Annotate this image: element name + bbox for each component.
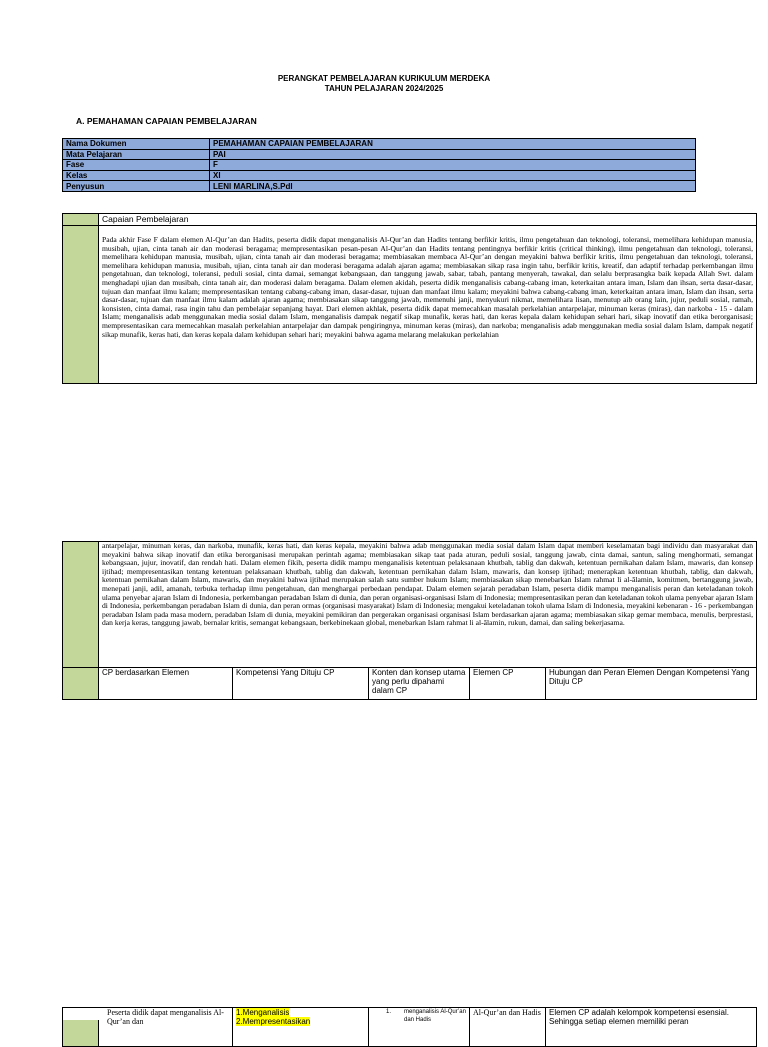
row-divider (63, 225, 98, 226)
cell-cp-elemen: Peserta didik dapat menganalisis Al-Qur’an dan (99, 1008, 233, 1046)
kompetensi-item: 2.Mempresentasikan (236, 1017, 311, 1026)
meta-key: Fase (63, 160, 210, 171)
cell-kompetensi (233, 1008, 369, 1046)
col-header-kompetensi: Kompetensi Yang Dituju CP (233, 668, 369, 699)
meta-value: F (210, 160, 696, 171)
col-header-elemen-cp: Elemen CP (470, 668, 546, 699)
cell-konten (369, 1008, 470, 1046)
cp-paragraph: Pada akhir Fase F dalam elemen Al-Qur’an dan Hadits, peserta didik dapat menganalisis Al-Qur’an dan Hadits tentang berfikir kritis, ilmu pengetahuan dan teknologi, toleransi, memelihara kehidupan manusia, musibah, ujian, cinta tanah air dan moderasi beragama; mempresentasikan pesan-pesan Al-Qur’an dan Hadits tentang pentingnya berfikir kritis (critical thinking), ilmu pengetahuan dan teknologi, toleransi, memelihara kehidupan manusia, musibah, ujian, cinta tanah air dan moderasi beragama; membiasakan membaca Al-Qur’an dengan meyakini bahwa berfikir kritis, ilmu pengetahuan dan teknologi, toleransi, memelihara kehidupan manusia, musibah, ujian, cinta tanah air dan moderasi beragama adalah ajaran agama; membiasakan sikap rasa ingin tahu, berfikir kritis, kreatif, dan adaptif terhadap perkembangan ilmu pengetahuan, dan teknologi, toleransi, peduli sosial, cinta damai, semangat kebangsaan, dan tanggung jawab, sabar, tabah, pantang menyerah, tawakal, dan selalu berprasangka baik kepada Allah Swt. dalam menghadapi ujian dan musibah, cinta tanah air, dan moderasi dalam beragama. Dalam elemen akidah, peserta didik menganalisis cabang-cabang iman, keterkaitan antara iman, Islam dan ihsan, serta dasar-dasar, tujuan dan manfaat ilmu kalam; mempresentasikan tentang cabang-cabang iman, dasar-dasar, tujuan dan manfaat ilmu kalam; meyakini bahwa cabang-cabang iman, keterkaitan antara iman, Islam dan ihsan, serta dasar-dasar, tujuan dan manfaat ilmu kalam adalah ajaran agama; membiasakan sikap tanggung jawab, memenuhi janji, menyukuri nikmat, memelihara lisan, menutup aib orang lain, jujur, peduli sosial, ramah, konsisten, cinta damai, rasa ingin tahu dan pembelajar sepanjang hayat. Dari elemen akhlak, peserta didik dapat memecahkan masalah perkelahian antarpelajar, minuman keras (miras), dan narkoba - 15 - dalam Islam; menganalisis adab menggunakan media sosial dalam Islam, menganalisis dampak negatif sikap munafik, keras hati, dan keras kepala dalam kehidupan sehari hari, sikap inovatif dan etika berorganisasi; mempresentasikan cara memecahkan masalah perkelahian antarpelajar dan dampak pengiringnya, minuman keras (miras), dan narkoba; menganalisis adab menggunakan media sosial dalam Islam, dampak negatif sikap munafik, keras hati, dan keras kepala dalam kehidupan sehari hari; meyakini bahwa agama melarang melakukan perkelahian (102, 236, 753, 339)
row-marker-column (63, 542, 99, 699)
meta-value: XI (210, 170, 696, 181)
cp-paragraph-continued: antarpelajar, minuman keras, dan narkoba, munafik, keras hati, dan keras kepala, meyakini bahwa adab menggunakan media sosial dalam Islam dapat memberi keselamatan bagi individu dan masyarakat dan meyakini bahwa sikap inovatif dan etika berorganisasi merupakan perintah agama; membiasakan sikap taat pada aturan, peduli sosial, tanggung jawab, cinta damai, santun, saling menghormati, semangat kebangsaan, jujur, inovatif, dan rendah hati. Dalam elemen fikih, peserta didik mampu menganalisis ketentuan pelaksanaan khutbah, tablig dan dakwah, ketentuan pernikahan dalam Islam, mawaris, dan konsep ijtihad; mempresentasikan tentang ketentuan pelaksanaan khutbah, tablig dan dakwah, ketentuan pernikahan dalam Islam, mawaris, dan konsep ijtihad; menerapkan ketentuan khutbah, tablig, dan dakwah, ketentuan pernikahan dalam Islam, mawaris, dan meyakini bahwa ijtihad merupakan salah satu sumber hukum Islam; membiasakan sikap menebarkan Islam rahmat li al-ālamin, komitmen, bertanggung jawab, menepati janji, adil, amanah, terbuka terhadap ilmu pengetahuan, dan menghargai perbedaan pendapat. Dalam elemen sejarah peradaban Islam, peserta didik mampu menganalisis peran dan keteladanan tokoh ulama penyebar ajaran Islam di Indonesia, perkembangan peradaban Islam di dunia, dan peran organisasi-organisasi Islam di Indonesia; mempresentasikan peran dan keteladanan tokoh ulama penyebar ajaran Islam di Indonesia, perkembangan peradaban Islam di dunia, dan peran ormas (organisasi masyarakat) Islam di Indonesia; mengakui keteladanan tokoh ulama Islam di Indonesia, meyakini kebenaran - 16 - perkembangan peradaban Islam pada masa modern, peradaban Islam di dunia, meyakini pemikiran dan pergerakan organisasi organisasi Islam berdasarkan ajaran agama; membiasakan sikap gemar membaca, menulis, berprestasi, dan kerja keras, tanggung jawab, bernalar kritis, semangat kebangsaan, berkebinekaan global, menebarkan Islam rahmat li al-ālamin, rukun, damai, dan saling bekerjasama. (102, 542, 753, 628)
meta-row (63, 149, 696, 160)
document-meta-table (62, 138, 696, 192)
cp-table-part-1 (62, 213, 757, 384)
cp-table-part-2 (62, 541, 757, 700)
col-header-konten: Konten dan konsep utama yang perlu dipahami dalam CP (369, 668, 470, 699)
meta-row (63, 181, 696, 192)
meta-value: LENI MARLINA,S.PdI (210, 181, 696, 192)
section-title: A. PEMAHAMAN CAPAIAN PEMBELAJARAN (76, 116, 257, 126)
meta-row (63, 160, 696, 171)
cp-heading: Capaian Pembelajaran (99, 214, 756, 226)
meta-key: Mata Pelajaran (63, 149, 210, 160)
list-number: 1. (386, 1009, 392, 1015)
table-row (99, 1008, 756, 1046)
cp-table-part-3 (62, 1007, 757, 1047)
cell-elemen-cp: Al-Qur’an dan Hadis (470, 1008, 546, 1046)
col-header-hubungan: Hubungan dan Peran Elemen Dengan Kompetensi Yang Dituju CP (549, 668, 750, 686)
meta-value: PAI (210, 149, 696, 160)
meta-key: Nama Dokumen (63, 139, 210, 150)
document-title: PERANGKAT PEMBELAJARAN KURIKULUM MERDEKA (277, 74, 491, 83)
konten-item: menganalisis Al-Qur’an dan Hadis (404, 1009, 466, 1023)
meta-key: Kelas (63, 170, 210, 181)
kompetensi-item: 1.Menganalisis (236, 1008, 290, 1017)
meta-key: Penyusun (63, 181, 210, 192)
cell-hubungan: Elemen CP adalah kelompok kompetensi esensial. Sehingga setiap elemen memiliki peran (549, 1008, 729, 1026)
row-marker-column (63, 214, 99, 383)
academic-year: TAHUN PELAJARAN 2024/2025 (324, 84, 444, 93)
column-header-row (99, 668, 756, 699)
col-header-cp-elemen: CP berdasarkan Elemen (99, 668, 233, 699)
meta-value: PEMAHAMAN CAPAIAN PEMBELAJARAN (210, 139, 696, 150)
meta-row (63, 139, 696, 150)
meta-row (63, 170, 696, 181)
